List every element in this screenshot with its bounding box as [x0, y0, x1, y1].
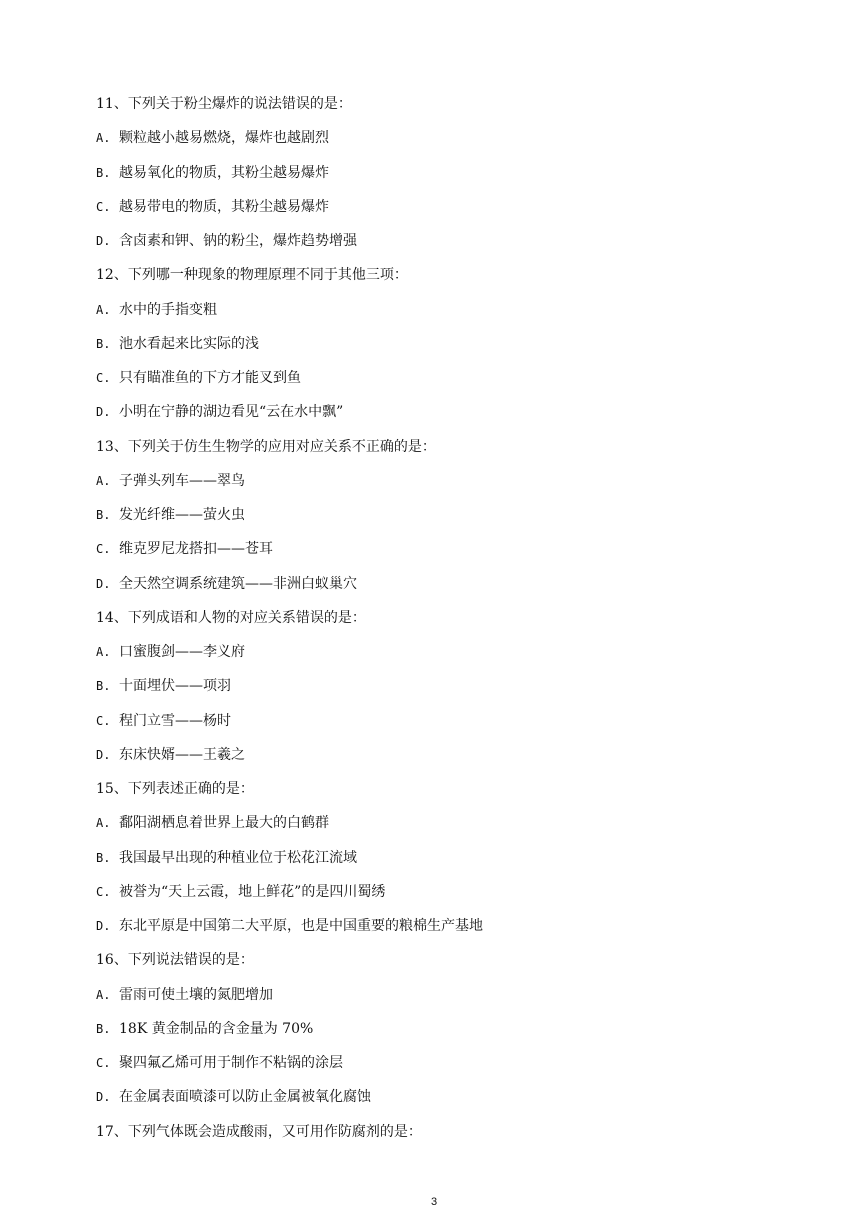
option-letter: D.: [96, 747, 111, 762]
option-b: [96, 332, 796, 366]
option-d: [96, 743, 796, 777]
option-letter: C.: [96, 542, 111, 557]
option-letter: A.: [96, 987, 111, 1002]
option-letter: C.: [96, 884, 111, 899]
option-text: 东床快婿——王羲之: [119, 746, 245, 763]
option-text: 子弹头列车——翠鸟: [119, 472, 245, 489]
page-number: 3: [430, 1196, 438, 1208]
question-stem: 14、下列成语和人物的对应关系错误的是：: [96, 609, 366, 626]
option-letter: D.: [96, 919, 111, 933]
question-list: [96, 92, 796, 1154]
option-c: [96, 880, 796, 914]
option-text: 东北平原是中国第二大平原，也是中国重要的粮棉生产基地: [119, 918, 483, 934]
question-13: [96, 435, 796, 606]
question-stem: 16、下列说法错误的是：: [96, 952, 254, 969]
option-text: 鄱阳湖栖息着世界上最大的白鹤群: [119, 815, 329, 832]
option-a: [96, 640, 796, 674]
question-15: [96, 777, 796, 948]
question-stem: 17、下列气体既会造成酸雨，又可用作防腐剂的是：: [96, 1123, 422, 1140]
option-text: 含卤素和钾、钠的粉尘，爆炸趋势增强: [119, 233, 357, 249]
option-letter: C.: [96, 1056, 111, 1070]
option-b: [96, 161, 796, 195]
option-letter: B.: [96, 1021, 111, 1036]
option-letter: A.: [96, 645, 111, 659]
option-c: [96, 366, 796, 400]
option-d: [96, 400, 796, 434]
option-text: 我国最早出现的种植业位于松花江流域: [119, 849, 357, 866]
option-text: 越易氧化的物质，其粉尘越易爆炸: [119, 164, 329, 181]
option-letter: D.: [96, 576, 111, 591]
question-stem: 15、下列表述正确的是：: [96, 781, 254, 797]
option-a: [96, 469, 796, 503]
option-letter: A.: [96, 302, 111, 317]
question-14: [96, 606, 796, 777]
option-text: 发光纤维——萤火虫: [119, 507, 245, 523]
option-b: [96, 503, 796, 537]
option-letter: A.: [96, 473, 111, 488]
option-c: [96, 537, 796, 571]
option-text: 口蜜腹剑——李义府: [119, 644, 245, 660]
question-12: [96, 263, 796, 434]
question-16: [96, 948, 796, 1119]
option-letter: C.: [96, 371, 111, 385]
option-text: 颗粒越小越易燃烧，爆炸也越剧烈: [119, 130, 329, 147]
option-text: 小明在宁静的湖边看见“云在水中飘”: [119, 404, 344, 421]
option-text: 水中的手指变粗: [119, 301, 217, 318]
option-text: 聚四氟乙烯可用于制作不粘锅的涂层: [119, 1055, 343, 1071]
option-letter: C.: [96, 199, 111, 214]
option-text: 程门立雪——杨时: [119, 712, 231, 729]
option-d: [96, 229, 796, 263]
option-text: 全天然空调系统建筑——非洲白蚁巢穴: [119, 575, 357, 592]
option-letter: A.: [96, 131, 111, 146]
option-letter: D.: [96, 1090, 111, 1105]
option-letter: B.: [96, 508, 111, 522]
option-text: 池水看起来比实际的浅: [119, 335, 259, 352]
question-stem: 13、下列关于仿生生物学的应用对应关系不正确的是：: [96, 438, 436, 455]
option-c: [96, 709, 796, 743]
option-text: 只有瞄准鱼的下方才能叉到鱼: [119, 370, 301, 386]
option-text: 18K 黄金制品的含金量为 70%: [119, 1020, 314, 1037]
option-text: 被誉为“天上云霞，地上鲜花”的是四川蜀绣: [119, 883, 386, 900]
question-stem: 11、下列关于粉尘爆炸的说法错误的是：: [96, 96, 352, 112]
option-a: [96, 811, 796, 845]
option-text: 维克罗尼龙搭扣——苍耳: [119, 541, 273, 558]
option-letter: B.: [96, 336, 111, 351]
option-c: [96, 195, 796, 229]
option-b: [96, 846, 796, 880]
question-17: [96, 1120, 796, 1154]
option-letter: B.: [96, 165, 111, 180]
option-letter: C.: [96, 713, 111, 728]
option-letter: B.: [96, 850, 111, 865]
option-c: [96, 1051, 796, 1085]
option-d: [96, 572, 796, 606]
option-text: 在金属表面喷漆可以防止金属被氧化腐蚀: [119, 1089, 371, 1106]
option-b: [96, 674, 796, 708]
option-a: [96, 983, 796, 1017]
option-letter: A.: [96, 816, 111, 831]
question-11: [96, 92, 796, 263]
option-a: [96, 298, 796, 332]
option-d: [96, 1085, 796, 1119]
option-letter: D.: [96, 405, 111, 420]
option-b: [96, 1017, 796, 1051]
option-letter: D.: [96, 234, 111, 248]
option-text: 雷雨可使土壤的氮肥增加: [119, 986, 273, 1003]
question-stem: 12、下列哪一种现象的物理原理不同于其他三项：: [96, 267, 408, 284]
option-letter: B.: [96, 679, 111, 694]
option-text: 越易带电的物质，其粉尘越易爆炸: [119, 198, 329, 215]
option-text: 十面埋伏——项羽: [119, 678, 231, 695]
option-d: [96, 914, 796, 948]
option-a: [96, 126, 796, 160]
